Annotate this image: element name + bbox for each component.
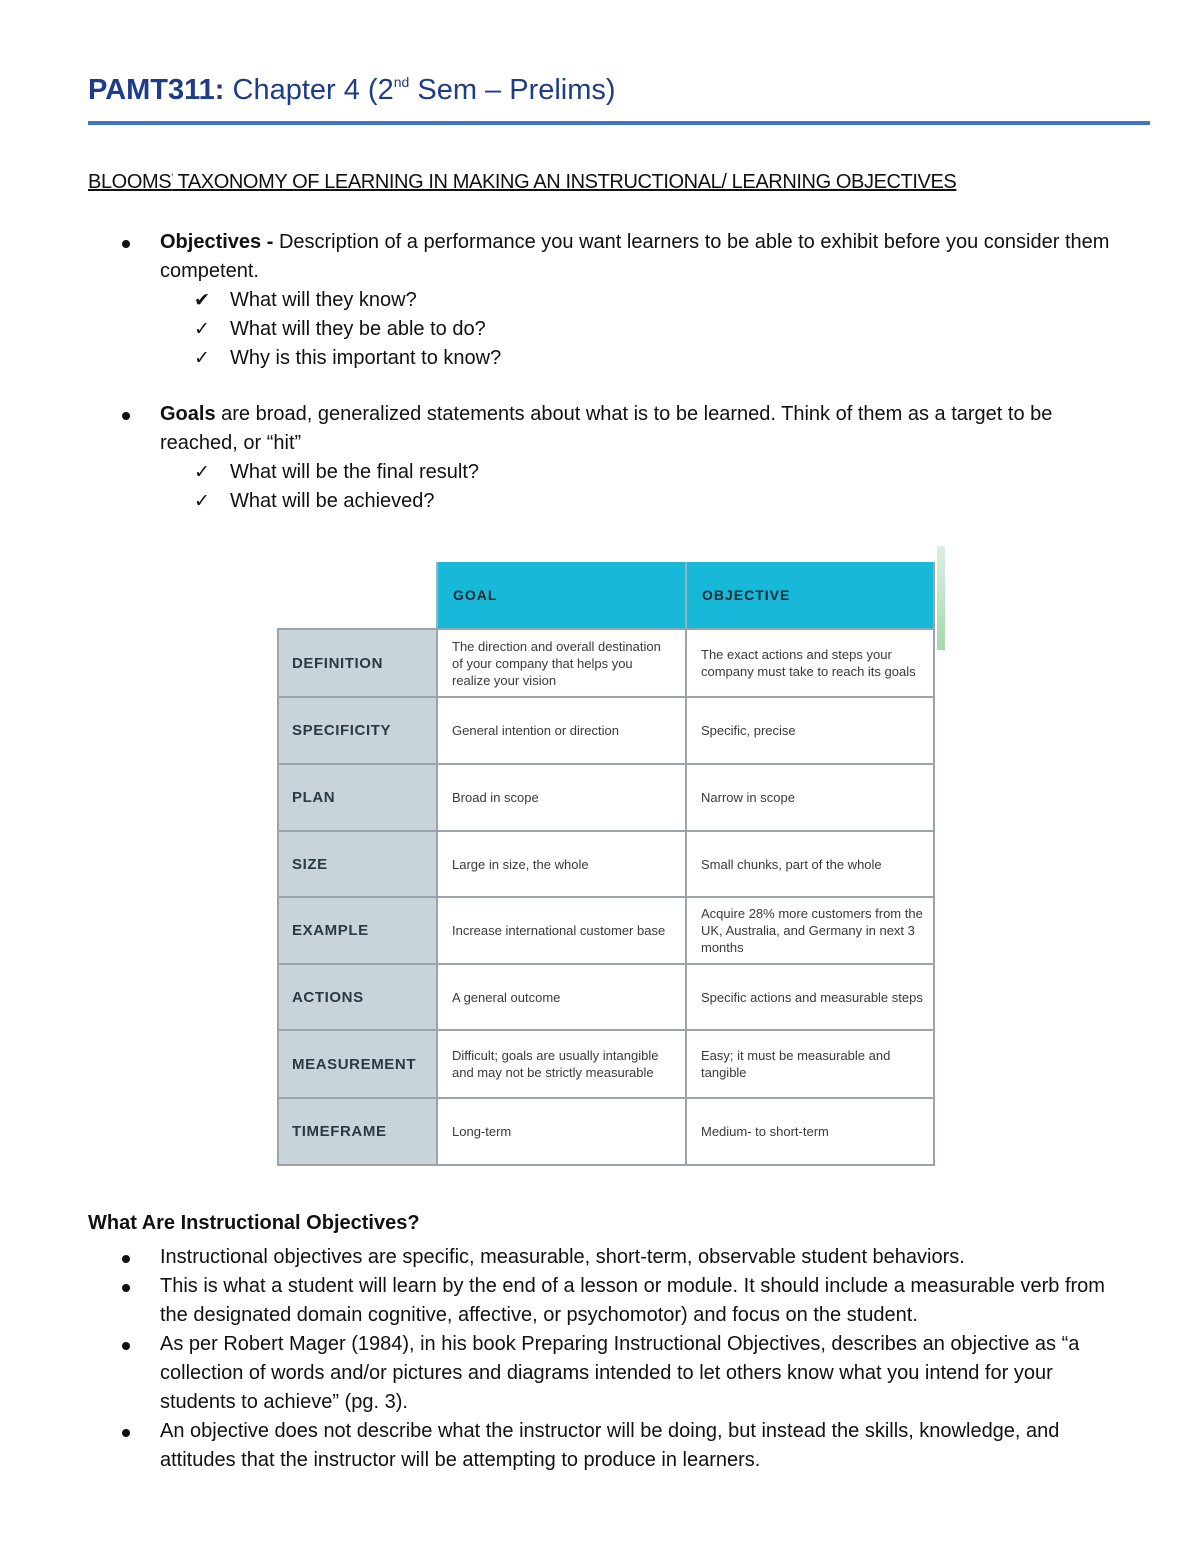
table-row bbox=[277, 832, 935, 898]
list-item: An objective does not describe what the instructor will be doing, but instead the skills, knowledge, and attitudes that the instructor will be attempting to produce in learners. bbox=[88, 1417, 1128, 1475]
section-heading bbox=[88, 171, 956, 194]
list-item: This is what a student will learn by the end of a lesson or module. It should include a measurable verb from the designated domain cognitive, affective, or psychomotor) and focus on the student. bbox=[88, 1272, 1128, 1330]
title-superscript: nd bbox=[393, 74, 410, 90]
table-row bbox=[277, 1099, 935, 1166]
header-objective: OBJECTIVE bbox=[685, 562, 935, 628]
goal-cell: Long-term bbox=[436, 1099, 685, 1164]
objectives-block bbox=[88, 228, 1128, 373]
row-label: SPECIFICITY bbox=[277, 698, 436, 763]
row-label: SIZE bbox=[277, 832, 436, 896]
page-title bbox=[88, 74, 616, 107]
row-label: PLAN bbox=[277, 765, 436, 830]
bullet-icon bbox=[122, 240, 130, 248]
goal-cell: Large in size, the whole bbox=[436, 832, 685, 896]
checkmark-icon: ✔ bbox=[194, 289, 210, 311]
table-row bbox=[277, 765, 935, 832]
goal-cell: Broad in scope bbox=[436, 765, 685, 830]
goal-cell: Difficult; goals are usually intangible and may not be strictly measurable bbox=[436, 1031, 685, 1097]
objective-cell: Specific actions and measurable steps bbox=[685, 965, 935, 1029]
check-item: ✔ What will they know? bbox=[88, 286, 1128, 315]
table-row bbox=[277, 1031, 935, 1099]
table-corner bbox=[277, 562, 436, 628]
table-row bbox=[277, 965, 935, 1031]
goals-bullet bbox=[88, 400, 1128, 458]
title-rule bbox=[88, 121, 1150, 125]
row-label: MEASUREMENT bbox=[277, 1031, 436, 1097]
objective-cell: Specific, precise bbox=[685, 698, 935, 763]
course-code: PAMT311: bbox=[88, 74, 225, 106]
check-item: ✓ What will be achieved? bbox=[88, 487, 1128, 516]
objective-cell: Easy; it must be measurable and tangible bbox=[685, 1031, 935, 1097]
checkmark-icon: ✓ bbox=[194, 318, 210, 340]
objective-cell: The exact actions and steps your company must take to reach its goals bbox=[685, 630, 935, 696]
instructional-heading: What Are Instructional Objectives? bbox=[88, 1212, 420, 1234]
goal-cell: General intention or direction bbox=[436, 698, 685, 763]
objectives-text: Description of a performance you want learners to be able to exhibit before you consider them competent. bbox=[160, 231, 1110, 282]
instructional-list bbox=[88, 1243, 1128, 1475]
objectives-term: Objectives - bbox=[160, 231, 274, 253]
objectives-bullet bbox=[88, 228, 1128, 286]
bullet-icon bbox=[122, 1429, 130, 1437]
list-item: As per Robert Mager (1984), in his book Preparing Instructional Objectives, describes an objective as “a collection of words and/or pictures and diagrams intended to let others know what you intend for your students to achieve” (pg. 3). bbox=[88, 1330, 1128, 1417]
table-header-row bbox=[277, 562, 935, 630]
goal-cell: The direction and overall destination of your company that helps you realize your vision bbox=[436, 630, 685, 696]
checkmark-icon: ✓ bbox=[194, 461, 210, 483]
checkmark-icon: ✓ bbox=[194, 490, 210, 512]
goal-cell: Increase international customer base bbox=[436, 898, 685, 963]
goals-block bbox=[88, 400, 1128, 516]
row-label: TIMEFRAME bbox=[277, 1099, 436, 1164]
heading-apostrophe: ' bbox=[171, 172, 173, 184]
row-label: EXAMPLE bbox=[277, 898, 436, 963]
list-item: Instructional objectives are specific, measurable, short-term, observable student behaviors. bbox=[88, 1243, 1128, 1272]
title-text-end: Sem – Prelims) bbox=[409, 74, 616, 106]
goal-cell: A general outcome bbox=[436, 965, 685, 1029]
objective-cell: Acquire 28% more customers from the UK, Australia, and Germany in next 3 months bbox=[685, 898, 935, 963]
bullet-icon bbox=[122, 1342, 130, 1350]
bullet-icon bbox=[122, 412, 130, 420]
header-goal: GOAL bbox=[436, 562, 685, 628]
heading-text-end: TAXONOMY OF LEARNING IN MAKING AN INSTRUCTIONAL/ LEARNING OBJECTIVES bbox=[172, 171, 957, 193]
checkmark-icon: ✓ bbox=[194, 347, 210, 369]
bullet-icon bbox=[122, 1255, 130, 1263]
title-text: Chapter 4 (2 bbox=[232, 74, 394, 106]
objective-cell: Narrow in scope bbox=[685, 765, 935, 830]
check-item: ✓ What will they be able to do? bbox=[88, 315, 1128, 344]
decorative-accent bbox=[937, 546, 945, 650]
heading-text: BLOOMS bbox=[88, 171, 172, 193]
table-row bbox=[277, 630, 935, 698]
table-row bbox=[277, 898, 935, 965]
check-item: ✓ Why is this important to know? bbox=[88, 344, 1128, 373]
row-label: ACTIONS bbox=[277, 965, 436, 1029]
check-item: ✓ What will be the final result? bbox=[88, 458, 1128, 487]
goals-term: Goals bbox=[160, 403, 216, 425]
table-row bbox=[277, 698, 935, 765]
goal-objective-table bbox=[277, 562, 935, 1166]
objective-cell: Medium- to short-term bbox=[685, 1099, 935, 1164]
goals-text: are broad, generalized statements about what is to be learned. Think of them as a target to be reached, or “hit” bbox=[160, 403, 1053, 454]
row-label: DEFINITION bbox=[277, 630, 436, 696]
objective-cell: Small chunks, part of the whole bbox=[685, 832, 935, 896]
bullet-icon bbox=[122, 1284, 130, 1292]
